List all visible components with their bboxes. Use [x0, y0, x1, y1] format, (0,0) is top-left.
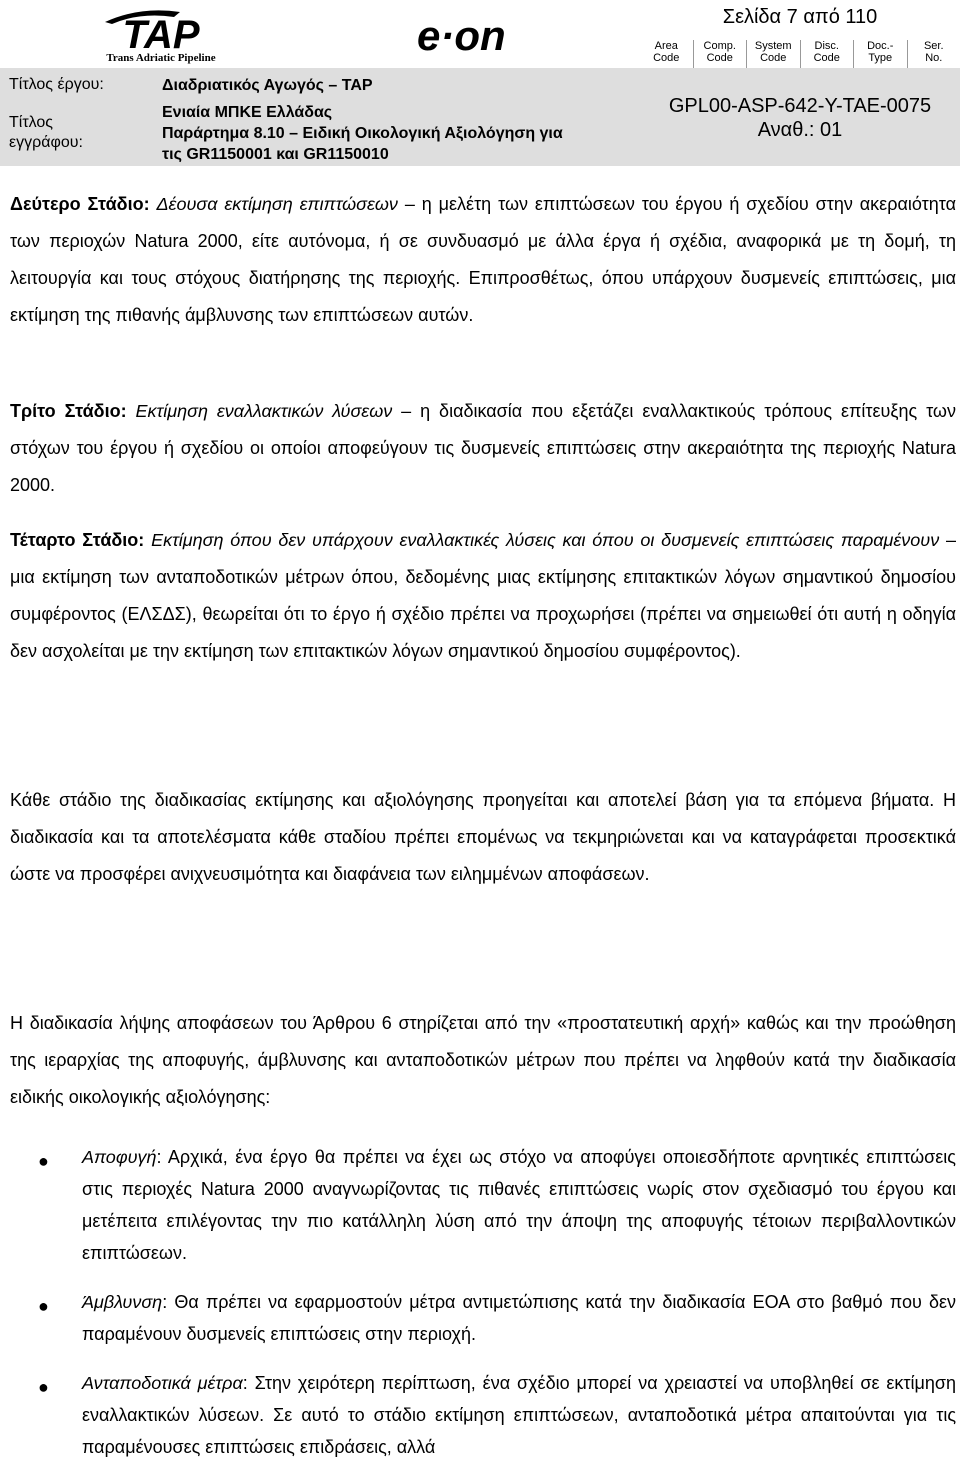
code-column-disc: Disc. Code — [800, 40, 854, 68]
revision-number: Αναθ.: 01 — [640, 118, 960, 142]
document-number: GPL00-ASP-642-Y-TAE-0075 — [640, 94, 960, 118]
bullet-icon: ● — [38, 1143, 49, 1180]
tap-tagline: Trans Adriatic Pipeline — [70, 52, 252, 64]
doc-title-label-line2: εγγράφου: — [9, 134, 83, 152]
paragraph-assessment-steps: Κάθε στάδιο της διαδικασίας εκτίμησης και αξιολόγησης προηγείται και αποτελεί βάση για τα επόμενα βήματα. Η διαδικασία και τα αποτελέσματα κάθε σταδίου πρέπει επομένως να τεκμηριώνεται και να καταγράφεται προσεκτικά ώστε να προσφέρει ανιχνευσιμότητα και διαφάνεια των ειλημμένων αποφάσεων. — [10, 782, 956, 893]
doc-title-line2: Παράρτημα 8.10 – Ειδική Οικολογική Αξιολόγηση για — [162, 124, 563, 144]
code-column-area: Area Code — [640, 40, 693, 68]
doc-title-line3: τις GR1150001 και GR1150010 — [162, 145, 389, 165]
paragraph-stage-three: Τρίτο Στάδιο: Εκτίμηση εναλλακτικών λύσεων – η διαδικασία που εξετάζει εναλλακτικούς τρόπους επίτευξης των στόχων του έργου ή σχεδίου οι οποίοι αποφεύγουν τις δυσμενείς επιπτώσεις στην ακεραιότητα της περιοχής Natura 2000. — [10, 393, 956, 504]
document-code — [640, 94, 960, 142]
code-column-comp: Comp. Code — [693, 40, 747, 68]
code-column-ser-no: Ser. No. — [907, 40, 960, 68]
eon-logo-text: e·on — [417, 12, 506, 59]
code-column-doc-type: Doc.- Type — [853, 40, 907, 68]
paragraph-stage-two: Δεύτερο Στάδιο: Δέουσα εκτίμηση επιπτώσεων – η μελέτη των επιπτώσεων του έργου ή σχεδίου στην ακεραιότητα των περιοχών Natura 2000, είτε αυτόνομα, ή σε συνδυασμό με άλλα έργα ή σχέδια, αναφορικά με τη δομή, τη λειτουργία και τους στόχους διατήρησης της περιοχής. Επιπροσθέτως, όπου υπάρχουν δυσμενείς επιπτώσεις, μια εκτίμηση της πιθανής άμβλυνσης των επιπτώσεων αυτών. — [10, 186, 956, 334]
page-counter: Σελίδα 7 από 110 — [640, 6, 960, 29]
bullet-icon: ● — [38, 1369, 49, 1406]
bullet-item-mitigation: Άμβλυνση: Θα πρέπει να εφαρμοστούν μέτρα αντιμετώπισης κατά την διαδικασία ΕΟΑ στο βαθμό που δεν παραμένουν δυσμενείς επιπτώσεις στην περιοχή. — [82, 1286, 956, 1350]
tap-logo-text: TAP — [122, 13, 199, 57]
project-value: Διαδριατικός Αγωγός – TAP — [162, 76, 373, 96]
document-code-legend — [640, 40, 960, 68]
document-header — [0, 0, 960, 166]
paragraph-decision-process: Η διαδικασία λήψης αποφάσεων του Άρθρου 6 στηρίζεται από την «προστατευτική αρχή» καθώς και την προώθηση της ιεραρχίας της αποφυγής, άμβλυνσης και ανταποδοτικών μέτρων που πρέπει να ληφθούν κατά την διαδικασία ειδικής οικολογικής αξιολόγησης: — [10, 1005, 956, 1116]
bullet-item-avoidance: Αποφυγή: Αρχικά, ένα έργο θα πρέπει να έχει ως στόχο να αποφύγει οποιεσδήποτε αρνητικές επιπτώσεις στις περιοχές Natura 2000 αναγνωρίζοντας τις πιθανές επιπτώσεις νωρίς στον σχεδιασμό του έργου και μετέπειτα επιλέγοντας την πιο κατάλληλη λύση από την άποψη της αποφυγής τέτοιων περιβαλλοντικών επιπτώσεων. — [82, 1141, 956, 1269]
eon-logo — [413, 10, 543, 62]
bullet-icon: ● — [38, 1288, 49, 1325]
bullet-item-compensation: Ανταποδοτικά μέτρα: Στην χειρότερη περίπτωση, ένα σχέδιο μπορεί να χρειαστεί να υποβληθεί σε εκτίμηση εναλλακτικών λύσεων. Σε αυτό το στάδιο εκτίμηση επιπτώσεων, ανταποδοτικά μέτρα απαιτούνται για τις παραμένουσες επιπτώσεις επιδράσεις, αλλά — [82, 1367, 956, 1463]
doc-title-line1: Ενιαία ΜΠΚΕ Ελλάδας — [162, 103, 332, 123]
doc-title-label-line1: Τίτλος — [9, 114, 53, 132]
project-label: Τίτλος έργου: — [9, 76, 104, 94]
code-column-system: System Code — [746, 40, 800, 68]
paragraph-stage-four: Τέταρτο Στάδιο: Εκτίμηση όπου δεν υπάρχουν εναλλακτικές λύσεις και όπου οι δυσμενείς επιπτώσεις παραμένουν – μια εκτίμηση των ανταποδοτικών μέτρων όπου, δεδομένης μιας εκτίμησης επιτακτικών λόγων σημαντικού δημοσίου συμφέροντος (ΕΛΣΔΣ), θεωρείται ότι το έργο ή σχέδιο πρέπει να προχωρήσει (πρέπει να σημειωθεί ότι αυτή η οδηγία δεν ασχολείται με την εκτίμηση των επιτακτικών λόγων σημαντικού δημοσίου συμφέροντος). — [10, 522, 956, 670]
